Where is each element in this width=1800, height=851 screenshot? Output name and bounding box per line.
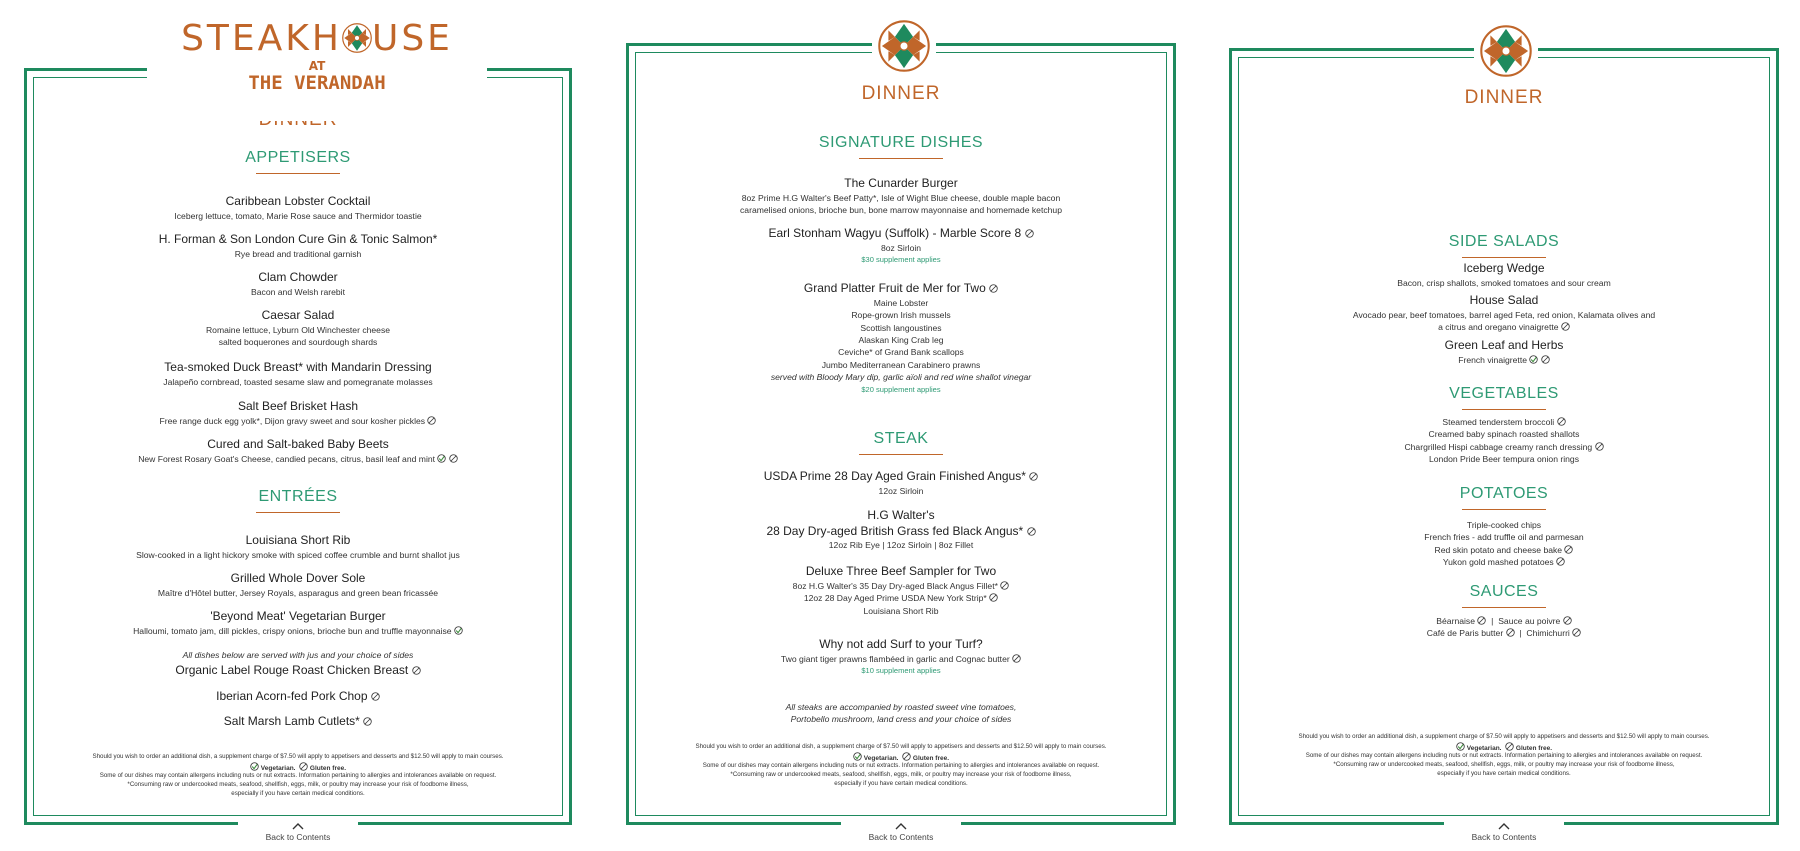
gluten-free-icon — [1572, 628, 1581, 637]
section-entrees: ENTRÉES — [258, 488, 338, 505]
gluten-free-icon — [1025, 229, 1034, 238]
dinner-title: DINNER — [1464, 87, 1544, 108]
divider — [256, 512, 340, 513]
menu-item: Caribbean Lobster Cocktail Iceberg lettuce, tomato, Marie Rose sauce and Thermidor toastie — [174, 194, 422, 221]
menu-item: 'Beyond Meat' Vegetarian Burger Halloumi, tomato jam, dill pickles, crispy onions, brioche bun and truffle mayonnaise — [37, 609, 559, 637]
gluten-free-icon — [1477, 616, 1486, 625]
divider — [859, 158, 943, 159]
logo-text-end: USE — [371, 18, 453, 59]
gluten-free-icon — [1027, 527, 1036, 536]
menu-item: Earl Stonham Wagyu (Suffolk) - Marble Score 8 8oz Sirloin $30 supplement applies — [639, 226, 1163, 266]
section-potatoes: POTATOES — [1459, 485, 1549, 502]
gluten-free-icon — [1505, 742, 1514, 751]
logo-subtitle: THE VERANDAH — [248, 72, 386, 94]
section-side-salads: SIDE SALADS — [1448, 233, 1560, 250]
menu-item: Salt Beef Brisket Hash Free range duck egg yolk*, Dijon gravy sweet and sour kosher pickles — [37, 399, 559, 427]
vegetarian-icon — [437, 454, 446, 463]
divider — [859, 454, 943, 455]
allergen-footer: Should you wish to order an additional dish, a supplement charge of $7.50 will apply to appetisers and desserts and $12.50 will apply to main courses. Vegetarian. Gluten free. Some of our dishes may contain allergens including nuts or nut extracts. Information pertaining to allergies and intolerances available on request. *Consuming raw or undercooked meats, seafood, shellfish, eggs, milk, or poultry may increase your risk of foodborne illness, especially if you have certain medical conditions. — [1298, 733, 1710, 777]
vegetables-list: Steamed tenderstem broccoli Creamed baby spinach roasted shallots Chargrilled Hispi cabbage creamy ranch dressing London Pride Beer tempura onion rings — [1242, 416, 1766, 466]
gluten-free-icon — [1556, 557, 1565, 566]
menu-item: House Salad Avocado pear, beef tomatoes, barrel aged Feta, red onion, Kalamata olives and a citrus and oregano vinaigrette — [1352, 293, 1656, 333]
menu-item: Why not add Surf to your Turf? Two giant tiger prawns flambéed in garlic and Cognac butter $10 supplement applies — [639, 637, 1163, 677]
gluten-free-icon — [1564, 545, 1573, 554]
gluten-free-icon — [1557, 417, 1566, 426]
page-1-content — [37, 71, 559, 822]
divider — [1462, 607, 1546, 608]
gluten-free-icon — [1541, 355, 1550, 364]
gluten-free-icon — [989, 284, 998, 293]
vegetarian-icon — [1456, 742, 1465, 751]
medallion-icon — [342, 23, 372, 53]
allergen-footer: Should you wish to order an additional dish, a supplement charge of $7.50 will apply to appetisers and desserts and $12.50 will apply to main courses. Vegetarian. Gluten free. Some of our dishes may contain allergens including nuts or nut extracts. Information pertaining to allergies and intolerances available on request. *Consuming raw or undercooked meats, seafood, shellfish, eggs, milk, or poultry may increase your risk of foodborne illness, especially if you have certain medical conditions. — [92, 753, 504, 797]
allergen-footer: Should you wish to order an additional dish, a supplement charge of $7.50 will apply to appetisers and desserts and $12.50 will apply to main courses. Vegetarian. Gluten free. Some of our dishes may contain allergens including nuts or nut extracts. Information pertaining to allergies and intolerances available on request. *Consuming raw or undercooked meats, seafood, shellfish, eggs, milk, or poultry may increase your risk of foodborne illness, especially if you have certain medical conditions. — [695, 743, 1107, 787]
logo-text-start: STEAKH — [181, 18, 342, 59]
steak-accompaniment-note: All steaks are accompanied by roasted sweet vine tomatoes, — [785, 702, 1017, 712]
page-2-content: DINNER SIGNATURE DISHES The Cunarder Burger 8oz Prime H.G Walter's Beef Patty*, Isle of Wight Blue cheese, double maple bacon caramelised onions, brioche bun, bone marrow mayonnaise and homemade ketchup Earl Stonham Wagyu (Suffolk) - Marble Score 8 8oz Sirloin $30 supplement applies Grand Platter Fruit de Mer for Two Maine Lobster Rope-grown Irish mussels Scottish langoustines Alaskan King Crab leg Ceviche* of Grand Bank scallops Jumbo Mediterranean Carabinero prawns served with Bloody Mary dip, garlic aïoli and red wine shallot vinegar $20 supplement applies STEAK USDA Prime 28 Day Aged Grain Finished Angus* 12oz Sirloin H.G Walter's 28 Day Dry-aged British Grass fed Black Angus* 12oz Rib Eye | 12oz Sirloin | 8oz Fillet Deluxe Three Beef Sampler for Two 8oz H.G Walter's 35 Day Dry-aged Black Angus Fillet* 12oz 28 Day Aged Prime USDA New York Strip* Louisiana Short Rib Why not add Surf to your Turf? Two giant tiger prawns flambéed in garlic and Cognac butter $10 supplement applies All steaks are accompanied by roasted sweet vine tomatoes, Portobello mushroom, land cress and your choice of sides Should you wish to order an additional dish, a supplement charge of $7.50 will apply to appetisers and desserts and $12.50 will apply to main courses. Vegetarian. Gluten free. Some of our dishes may contain allergens including nuts or nut extracts. Information pertaining to allergies and intolerances available on request. *Consuming raw or undercooked meats, seafood, shellfish, eggs, milk, or poultry may increase your risk of foodborne illness, especially if you have certain medical conditions. — [639, 46, 1163, 822]
menu-page-3 — [1229, 48, 1779, 842]
gluten-free-icon — [1029, 472, 1038, 481]
gluten-free-icon — [1561, 322, 1570, 331]
chevron-up-icon — [1497, 822, 1511, 830]
menu-item: Grand Platter Fruit de Mer for Two Maine Lobster Rope-grown Irish mussels Scottish langoustines Alaskan King Crab leg Ceviche* of Grand Bank scallops Jumbo Mediterranean Carabinero prawns served with Bloody Mary dip, garlic aïoli and red wine shallot vinegar $20 supplement applies — [770, 281, 1032, 394]
medallion-logo — [872, 20, 936, 76]
menu-item: Iberian Acorn-fed Pork Chop — [37, 689, 559, 705]
chevron-up-icon — [291, 822, 305, 830]
dinner-title: DINNER — [861, 83, 941, 104]
menu-item: Deluxe Three Beef Sampler for Two 8oz H.G Walter's 35 Day Dry-aged Black Angus Fillet* 12oz 28 Day Aged Prime USDA New York Strip* Louisiana Short Rib — [639, 564, 1163, 617]
menu-item: Grilled Whole Dover Sole Maître d'Hôtel butter, Jersey Royals, asparagus and green bean fricassée — [157, 571, 439, 598]
back-to-contents-link[interactable]: Back to Contents — [238, 822, 358, 842]
section-appetisers: APPETISERS — [245, 149, 351, 166]
menu-item: Cured and Salt-baked Baby Beets New Forest Rosary Goat's Cheese, candied pecans, citrus, basil leaf and mint — [37, 437, 559, 465]
divider — [1462, 257, 1546, 258]
potatoes-list: Triple-cooked chips French fries - add truffle oil and parmesan Red skin potato and cheese bake Yukon gold mashed potatoes — [1424, 520, 1584, 568]
gluten-free-icon — [412, 666, 421, 675]
medallion-icon — [1480, 25, 1532, 77]
menu-item: Louisiana Short Rib Slow-cooked in a light hickory smoke with spiced coffee crumble and burnt shallot jus — [136, 533, 460, 560]
section-steak: STEAK — [873, 430, 929, 447]
gluten-free-icon — [371, 692, 380, 701]
vegetarian-icon — [250, 762, 259, 771]
gluten-free-icon — [1000, 581, 1009, 590]
gluten-free-icon — [989, 593, 998, 602]
gluten-free-icon — [902, 752, 911, 761]
menu-page-2 — [626, 43, 1176, 842]
vegetarian-icon — [853, 752, 862, 761]
gluten-free-icon — [1595, 442, 1604, 451]
menu-item: H.G Walter's 28 Day Dry-aged British Grass fed Black Angus* 12oz Rib Eye | 12oz Sirloin | 8oz Fillet — [639, 508, 1163, 552]
gluten-free-icon — [449, 454, 458, 463]
menu-item: Salt Marsh Lamb Cutlets* — [37, 714, 559, 730]
menu-item: Caesar Salad Romaine lettuce, Lyburn Old Winchester cheese salted boquerones and sourdough shards — [205, 308, 391, 348]
divider — [1462, 509, 1546, 510]
menu-item: Green Leaf and Herbs French vinaigrette — [1444, 338, 1564, 365]
menu-page-1 — [24, 18, 572, 842]
gluten-free-icon — [1012, 654, 1021, 663]
menu-item: H. Forman & Son London Cure Gin & Tonic Salmon* Rye bread and traditional garnish — [158, 232, 438, 259]
chevron-up-icon — [894, 822, 908, 830]
menu-item: Clam Chowder Bacon and Welsh rarebit — [251, 270, 345, 297]
gluten-free-icon — [299, 762, 308, 771]
divider — [256, 173, 340, 174]
section-sauces: SAUCES — [1469, 583, 1539, 600]
medallion-icon — [878, 20, 930, 72]
gluten-free-icon — [1506, 628, 1515, 637]
page-3-content — [1242, 51, 1766, 822]
gluten-free-icon — [1563, 616, 1572, 625]
sauces-list: Béarnaise | Sauce au poivre Café de Paris butter | Chimichurri — [1242, 615, 1766, 640]
vegetarian-icon — [1529, 355, 1538, 364]
vegetarian-icon — [454, 626, 463, 635]
back-to-contents-link[interactable]: Back to Contents — [1444, 822, 1564, 842]
gluten-free-icon — [427, 416, 436, 425]
section-vegetables: VEGETABLES — [1449, 385, 1559, 402]
menu-item: The Cunarder Burger 8oz Prime H.G Walter's Beef Patty*, Isle of Wight Blue cheese, double maple bacon caramelised onions, brioche bun, bone marrow mayonnaise and homemade ketchup — [740, 176, 1062, 216]
menu-item: Organic Label Rouge Roast Chicken Breast — [37, 663, 559, 679]
back-to-contents-link[interactable]: Back to Contents — [841, 822, 961, 842]
section-signature-dishes: SIGNATURE DISHES — [818, 134, 984, 151]
logo-at: AT — [308, 59, 326, 73]
steakhouse-logo — [147, 18, 487, 121]
divider — [1462, 409, 1546, 410]
menu-item: Iceberg Wedge Bacon, crisp shallots, smoked tomatoes and sour cream — [1397, 261, 1611, 288]
menu-item: Tea-smoked Duck Breast* with Mandarin Dressing Jalapeño cornbread, toasted sesame slaw and pomegranate molasses — [163, 360, 433, 387]
menu-item: USDA Prime 28 Day Aged Grain Finished Angus* 12oz Sirloin — [639, 469, 1163, 497]
gluten-free-icon — [363, 717, 372, 726]
sides-note: All dishes below are served with jus and your choice of sides — [182, 650, 414, 660]
medallion-logo — [1474, 25, 1538, 81]
